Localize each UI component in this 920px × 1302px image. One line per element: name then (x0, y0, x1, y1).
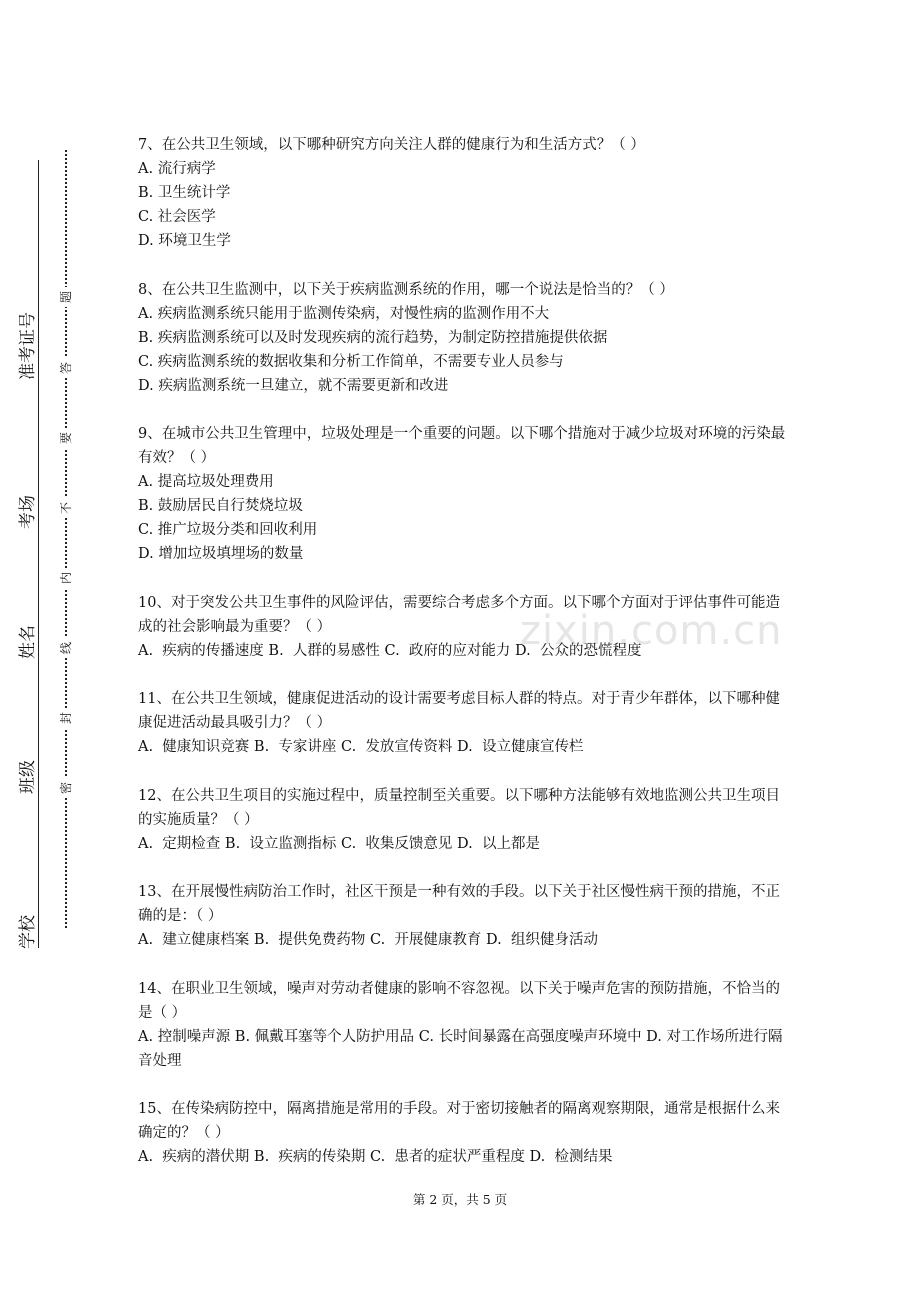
option-c: C. 疾病监测系统的数据收集和分析工作简单，不需要专业人员参与 (138, 353, 564, 370)
field-label-school: 学校 (18, 915, 38, 949)
seal-char: 封 (56, 708, 76, 728)
question-stem: 9、在城市公共卫生管理中，垃圾处理是一个重要的问题。以下哪个措施对于减少垃圾对环境的污染最有效？（ ） (138, 426, 786, 466)
question-9 (138, 422, 786, 566)
seal-char: 内 (56, 568, 76, 588)
question-stem: 8、在公共卫生监测中，以下关于疾病监测系统的作用，哪一个说法是恰当的？（ ） (138, 281, 674, 298)
question-stem: 11、在公共卫生领域，健康促进活动的设计需要考虑目标人群的特点。对于青少年群体，以下哪种健康促进活动最具吸引力？（ ） (138, 691, 780, 731)
options-inline: A. 健康知识竞赛 B. 专家讲座 C. 发放宣传资料 D. 设立健康宣传栏 (138, 739, 584, 755)
option-b: B. 鼓励居民自行焚烧垃圾 (138, 498, 303, 514)
question-14 (138, 977, 786, 1073)
option-b: B. 疾病监测系统可以及时发现疾病的流行趋势，为制定防控措施提供依据 (138, 329, 608, 346)
question-stem: 12、在公共卫生项目的实施过程中，质量控制至关重要。以下哪种方法能够有效地监测公共卫生项目的实施质量？（ ） (138, 787, 780, 828)
field-label-class: 班级 (18, 760, 38, 794)
watermark: zixin.com.cn (520, 608, 783, 654)
question-7 (138, 133, 786, 253)
options-inline: A. 控制噪声源 B. 佩戴耳塞等个人防护用品 C. 长时间暴露在高强度噪声环境中 D. 对工作场所进行隔音处理 (138, 1028, 783, 1069)
option-a: A. 提高垃圾处理费用 (138, 474, 274, 490)
question-stem: 14、在职业卫生领域，噪声对劳动者健康的影响不容忽视。以下关于噪声危害的预防措施，不恰当的是（ ） (138, 980, 780, 1021)
question-stem: 7、在公共卫生领域，以下哪种研究方向关注人群的健康行为和生活方式？（ ） (138, 137, 645, 153)
options-inline: A. 疾病的传播速度 B. 人群的易感性 C. 政府的应对能力 D. 公众的恐慌程度 (138, 642, 642, 659)
seal-char: 答 (56, 358, 76, 378)
option-c: C. 推广垃圾分类和回收利用 (138, 522, 318, 538)
option-a: A. 疾病监测系统只能用于监测传染病，对慢性病的监测作用不大 (138, 305, 550, 322)
option-d: D. 疾病监测系统一旦建立，就不需要更新和改进 (138, 377, 449, 394)
binding-dotted-line (65, 150, 67, 928)
option-a: A. 流行病学 (138, 161, 216, 177)
page-footer: 第 2 页，共 5 页 (412, 1192, 508, 1207)
binding-solid-line (38, 160, 39, 948)
question-list (138, 133, 786, 1194)
seal-char: 要 (56, 428, 76, 448)
seal-char: 不 (56, 498, 76, 518)
option-c: C. 社会医学 (138, 209, 216, 225)
question-8 (138, 278, 786, 398)
binding-margin (0, 150, 90, 950)
question-stem: 13、在开展慢性病防治工作时，社区干预是一种有效的手段。以下关于社区慢性病干预的措施，不正确的是：（ ） (138, 884, 780, 924)
option-d: D. 环境卫生学 (138, 233, 231, 249)
question-stem: 10、对于突发公共卫生事件的风险评估，需要综合考虑多个方面。以下哪个方面对于评估事件可能造成的社会影响最为重要？（ ） (138, 594, 780, 635)
question-stem: 15、在传染病防控中，隔离措施是常用的手段。对于密切接触者的隔离观察期限，通常是根据什么来确定的？（ ） (138, 1101, 780, 1141)
options-inline: A. 建立健康档案 B. 提供免费药物 C. 开展健康教育 D. 组织健身活动 (138, 932, 598, 948)
question-10 (138, 591, 786, 663)
question-15 (138, 1097, 786, 1169)
question-12 (138, 784, 786, 856)
field-label-exam-room: 考场 (18, 495, 38, 529)
question-11 (138, 687, 786, 759)
seal-char: 密 (56, 778, 76, 798)
seal-char: 题 (56, 287, 76, 307)
field-label-exam-number: 准考证号 (18, 312, 38, 380)
options-inline: A. 定期检查 B. 设立监测指标 C. 收集反馈意见 D. 以上都是 (138, 835, 540, 852)
question-13 (138, 880, 786, 952)
field-label-name: 姓名 (18, 625, 38, 659)
option-b: B. 卫生统计学 (138, 185, 231, 201)
options-inline: A. 疾病的潜伏期 B. 疾病的传染期 C. 患者的症状严重程度 D. 检测结果 (138, 1149, 613, 1165)
option-d: D. 增加垃圾填埋场的数量 (138, 546, 304, 562)
seal-char: 线 (56, 638, 76, 658)
